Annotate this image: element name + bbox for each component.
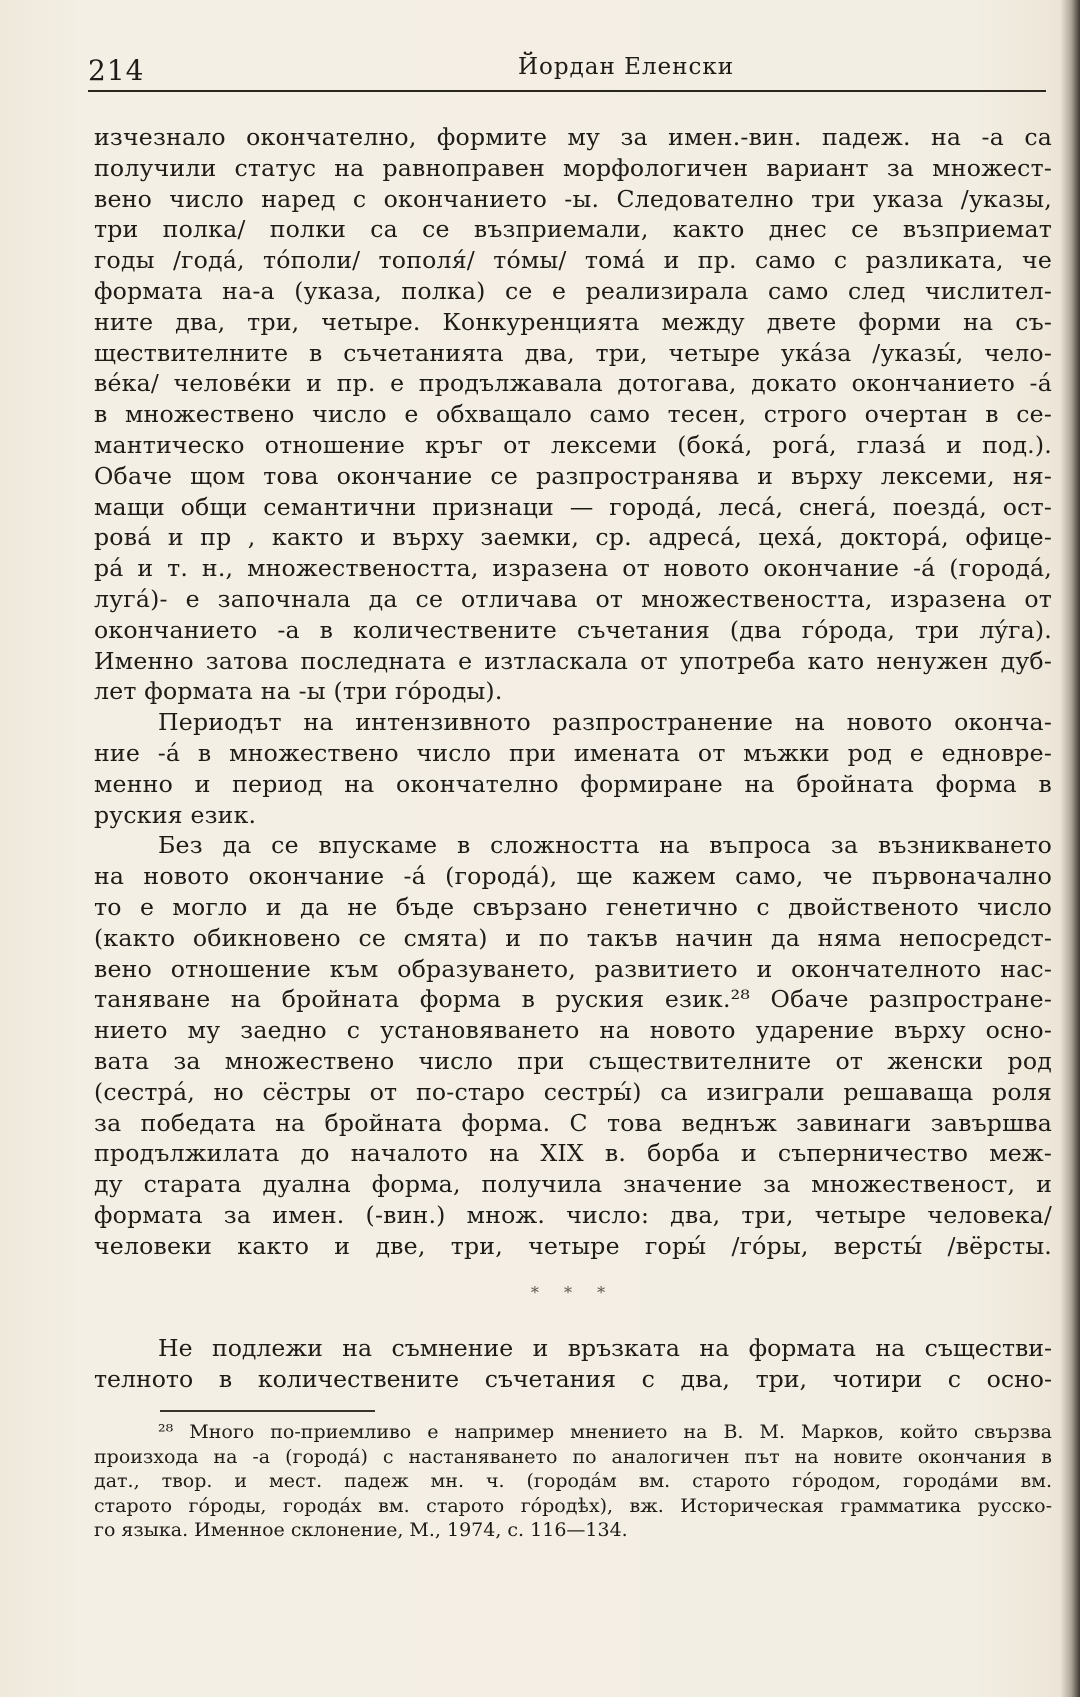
text-line: человеки както и две, три, четыре горы́ /гóры, версты́ /вёрсты. [94, 1231, 1052, 1260]
text-line: формата за имен. (-вин.) множ. число: два, три, четыре человека/ [94, 1200, 1052, 1229]
page-edge-shadow [1060, 0, 1080, 1697]
header-rule [88, 90, 1046, 92]
text-line: вата за множествено число при съществителните от женски род [94, 1046, 1052, 1075]
text-line: ните два, три, четыре. Конкуренцията между двете форми на съ- [94, 307, 1052, 336]
text-line: за победата на бройната форма. С това веднъж завинаги завършва [94, 1108, 1052, 1137]
text-line: нието му заедно с установяването на новото ударение върху осно- [94, 1016, 1052, 1045]
text-line: то е могло и да не бъде свързано генетично с двойственото число [94, 892, 1052, 921]
footnote-line: произхода на -а (городá) с настаняването по аналогичен път на новите окончания в [94, 1445, 1052, 1468]
text-line: ществителните в съчетанията два, три, четыре укáза /указы́, чело- [94, 338, 1052, 367]
text-line: вено число наред с окончанието -ы. Следователно три указа /указы, [94, 184, 1052, 213]
section-separator: * * * [530, 1283, 616, 1302]
text-line: ду старата дуална форма, получила значение за множественост, и [94, 1170, 1052, 1199]
text-line: Не подлежи на съмнение и връзката на формата на съществи- [158, 1334, 1052, 1362]
text-line: вéка/ человéки и пр. е продължавала дотогава, докато окончанието -á [94, 369, 1052, 398]
text-line: телното в количествените съчетания с два, три, чотири с осно- [94, 1364, 1052, 1393]
text-line: на новото окончание -á (городá), ще кажем само, че първоначално [94, 862, 1052, 891]
text-line: в множествено число е обхващало само тесен, строго очертан в се- [94, 400, 1052, 429]
text-line: Обаче щом това окончание се разпространява и върху лексеми, ня- [94, 461, 1052, 490]
footnote-line: ²⁸ Много по-приемливо е например мнението на В. М. Марков, който свързва [158, 1421, 1052, 1443]
footnote-line: дат., твор. и мест. падеж мн. ч. (городáм вм. старото гóродом, городáми вм. [94, 1470, 1052, 1492]
text-line: изчезнало окончателно, формите му за имен.-вин. падеж. на -а са [94, 123, 1052, 151]
text-line: руския език. [94, 800, 257, 829]
text-line: таняване на бройната форма в руския език.²⁸ Обаче разпростране- [94, 985, 1052, 1014]
text-line: (сестрá, но сёстры от по-старо сестры́) са изиграли решаваща роля [94, 1077, 1052, 1106]
page-number: 214 [88, 54, 145, 87]
text-line: лет формата на -ы (три гóроды). [94, 677, 503, 706]
footnote-line: старото гóроды, городáх вм. старото гóродѣх), вж. Историческая грамматика русско- [94, 1494, 1052, 1517]
section-two-text [94, 1333, 1052, 1395]
text-line: Периодът на интензивното разпространение на новото оконча- [158, 708, 1052, 737]
text-line: продължилата до началото на XIX в. борба и съперничество меж- [94, 1139, 1052, 1168]
text-line: Именно затова последната е изтласкала от употреба като ненужен дуб- [94, 646, 1052, 675]
text-line: менно и период на окончателно формиране на бройната форма в [94, 769, 1052, 798]
running-head: Йордан Еленски [518, 54, 735, 80]
text-line: Без да се впускаме в сложността на въпроса за възникването [158, 831, 1052, 860]
text-line: ние -á в множествено число при имената от мъжки род е едновре- [94, 738, 1052, 767]
text-line: годы /годá, тóполи/ тополя́/ тóмы/ томá и пр. само с разликата, че [94, 246, 1052, 275]
text-line: рá и т. н., множествеността, изразена от новото окончание -á (городá, [94, 554, 1052, 583]
footnote-line: го языка. Именное склонение, М., 1974, с. 116—134. [94, 1519, 628, 1541]
text-line: мантическо отношение кръг от лексеми (бокá, рогá, глазá и под.). [94, 430, 1052, 459]
footnote-rule [160, 1410, 375, 1412]
text-line: мащи общи семантични признаци — городá, лесá, снегá, поездá, ост- [94, 492, 1052, 521]
text-line: вено отношение към образуването, развитието и окончателното нас- [94, 954, 1052, 983]
text-line: три полка/ полки са се възприемали, както днес се възприемат [94, 215, 1052, 244]
page-header [88, 48, 1048, 92]
main-text [94, 122, 1052, 1261]
text-line: формата на-а (указа, полка) се е реализирала само след числител- [94, 276, 1052, 305]
text-line: лугá)- е започнала да се отличава от множествеността, изразена от [94, 584, 1052, 613]
text-line: получили статус на равноправен морфологичен вариант за множест- [94, 153, 1052, 182]
footnotes [94, 1420, 1052, 1543]
text-line: окончанието -а в количествените съчетания (два гóрода, три лýга). [94, 615, 1052, 644]
text-line: (както обикновено се смята) и по такъв начин да няма непосредст- [94, 923, 1052, 952]
text-line: ровá и пр , както и върху заемки, ср. адресá, цехá, докторá, офице- [94, 523, 1052, 552]
